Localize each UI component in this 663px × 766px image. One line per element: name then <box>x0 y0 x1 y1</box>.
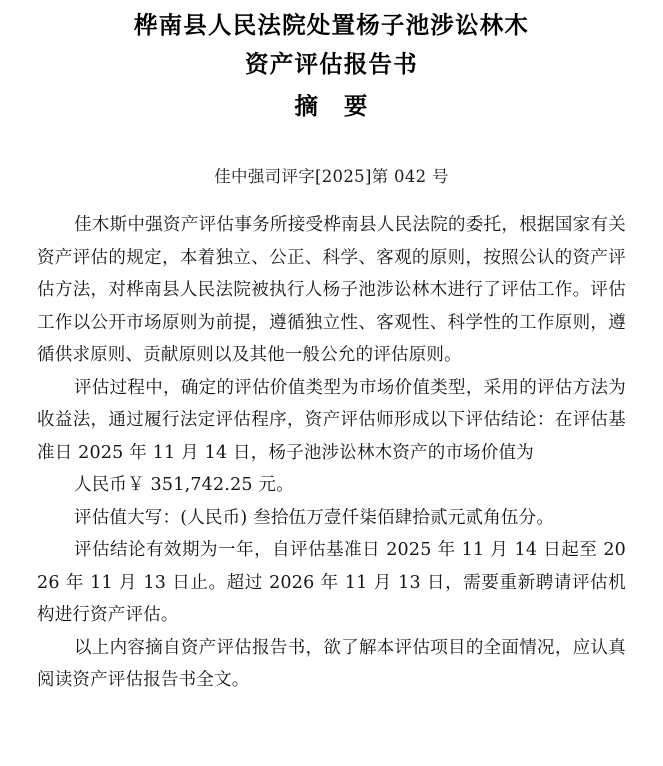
paragraph-closing-note: 以上内容摘自资产评估报告书，欲了解本评估项目的全面情况，应认真阅读资产评估报告书全文。 <box>37 637 626 690</box>
paragraph-appraised-value-in-words: 评估值大写：(人民币) 叁拾伍万壹仟柒佰肆拾贰元贰角伍分。 <box>74 507 555 528</box>
paragraph-appraised-value-numeric: 人民币￥ 351,742.25 元。 <box>74 475 294 495</box>
document-serial-number: 佳中强司评字[2025]第 042 号 <box>214 167 449 186</box>
document-title-block <box>0 0 663 128</box>
document-title-line-1: 桦南县人民法院处置杨子池涉讼林木 <box>133 11 530 39</box>
paragraph-valuation-method-and-conclusion: 评估过程中，确定的评估价值类型为市场价值类型，采用的评估方法为收益法，通过履行法定评估程序，资产评估师形成以下评估结论：在评估基准日 2025 年 11 月 14 日，杨子池涉讼林木资产的市场价值为 <box>37 377 626 463</box>
document-body <box>0 209 663 697</box>
document-title-line-2: 资产评估报告书 <box>245 50 418 78</box>
document-title-summary-label: 摘 要 <box>294 92 369 120</box>
paragraph-engagement-and-principles: 佳木斯中强资产评估事务所接受桦南县人民法院的委托，根据国家有关资产评估的规定，本着独立、公正、科学、客观的原则，按照公认的资产评估方法，对桦南县人民法院被执行人杨子池涉讼林木进行了评估工作。评估工作以公开市场原则为前提，遵循独立性、客观性、科学性的工作原则，遵循供求原则、贡献原则以及其他一般公允的评估原则。 <box>37 215 626 365</box>
paragraph-validity-period: 评估结论有效期为一年，自评估基准日 2025 年 11 月 14 日起至 2026 年 11 月 13 日止。超过 2026 年 11 月 13 日，需要重新聘请评估机构进行资产评估。 <box>37 540 626 625</box>
